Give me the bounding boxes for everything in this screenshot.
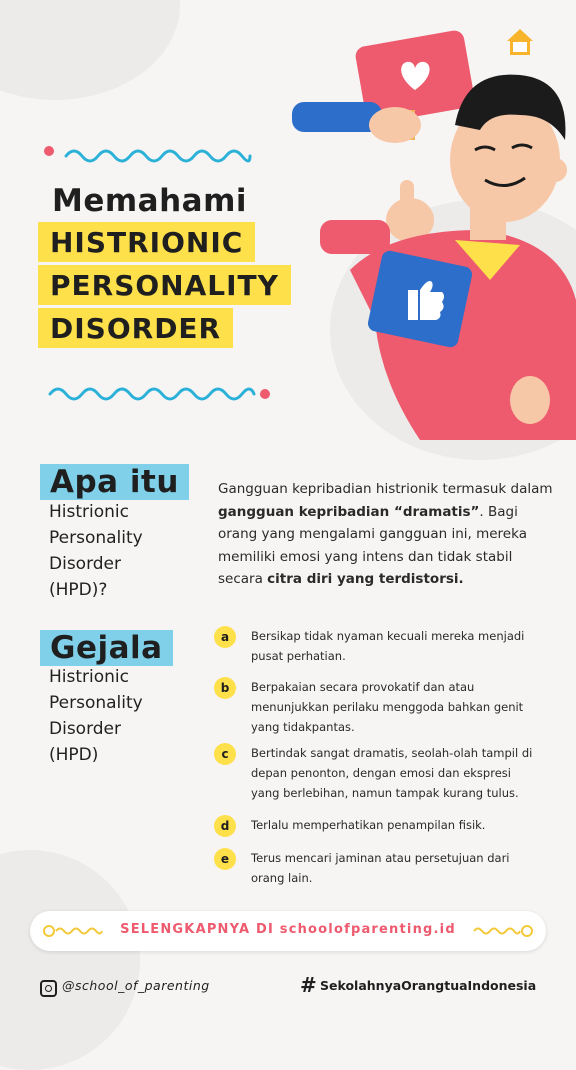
definition-subheading: Histrionic Personality Disorder (HPD)? [49, 502, 143, 600]
decorative-dot [260, 389, 270, 399]
hashtag-icon: # [300, 973, 317, 997]
background-shape [0, 0, 180, 100]
symptom-letter-badge: a [214, 626, 236, 648]
symptom-text: Terus mencari jaminan atau persetujuan dari orang lain. [251, 851, 510, 885]
symptoms-subheading: Histrionic Personality Disorder (HPD) [49, 667, 143, 765]
symptom-text: Bertindak sangat dramatis, seolah-olah tampil di depan penonton, dengan emosi dan ekspresi yang berlebihan, namun tampak kurang tulus. [251, 746, 533, 800]
definition-text: Gangguan kepribadian histrionik termasuk dalam gangguan kepribadian “dramatis”. Bagi orang yang mengalami gangguan ini, mereka memiliki emosi yang intens dan tidak stabil secara citra diri yang terdistorsi. [218, 481, 553, 587]
symptom-letter-badge: d [214, 815, 236, 837]
symptom-text: Berpakaian secara provokatif dan atau menunjukkan perilaku menggoda bahkan genit yang tidakpantas. [251, 680, 524, 734]
symptom-text: Bersikap tidak nyaman kecuali mereka menjadi pusat perhatian. [251, 629, 525, 663]
decorative-wave [64, 145, 254, 167]
decorative-dot [44, 146, 54, 156]
symptoms-heading: Gejala [40, 630, 173, 666]
hashtag-text: SekolahnyaOrangtuaIndonesia [320, 978, 537, 993]
page-title [38, 183, 291, 348]
instagram-handle[interactable]: @school_of_parenting [62, 978, 210, 993]
website-banner[interactable] [30, 911, 546, 951]
symptom-letter-badge: b [214, 677, 236, 699]
definition-highlight: gangguan kepribadian “dramatis” [218, 503, 480, 520]
man-illustration [280, 20, 576, 440]
symptom-letter-badge: c [214, 743, 236, 765]
symptom-text: Terlalu memperhatikan penampilan fisik. [251, 818, 486, 832]
instagram-icon [40, 980, 57, 997]
title-highlight: PERSONALITY [38, 265, 291, 305]
title-line: Memahami [52, 183, 248, 219]
definition-heading: Apa itu [40, 464, 189, 500]
background-shape [0, 850, 140, 1070]
decorative-wave [472, 924, 534, 938]
definition-highlight: citra diri yang terdistorsi. [267, 571, 464, 587]
title-highlight: HISTRIONIC [38, 222, 255, 262]
website-link[interactable]: SELENGKAPNYA DI schoolofparenting.id [120, 922, 456, 937]
decorative-wave [48, 383, 258, 405]
title-highlight: DISORDER [38, 308, 233, 348]
symptom-letter-badge: e [214, 848, 236, 870]
